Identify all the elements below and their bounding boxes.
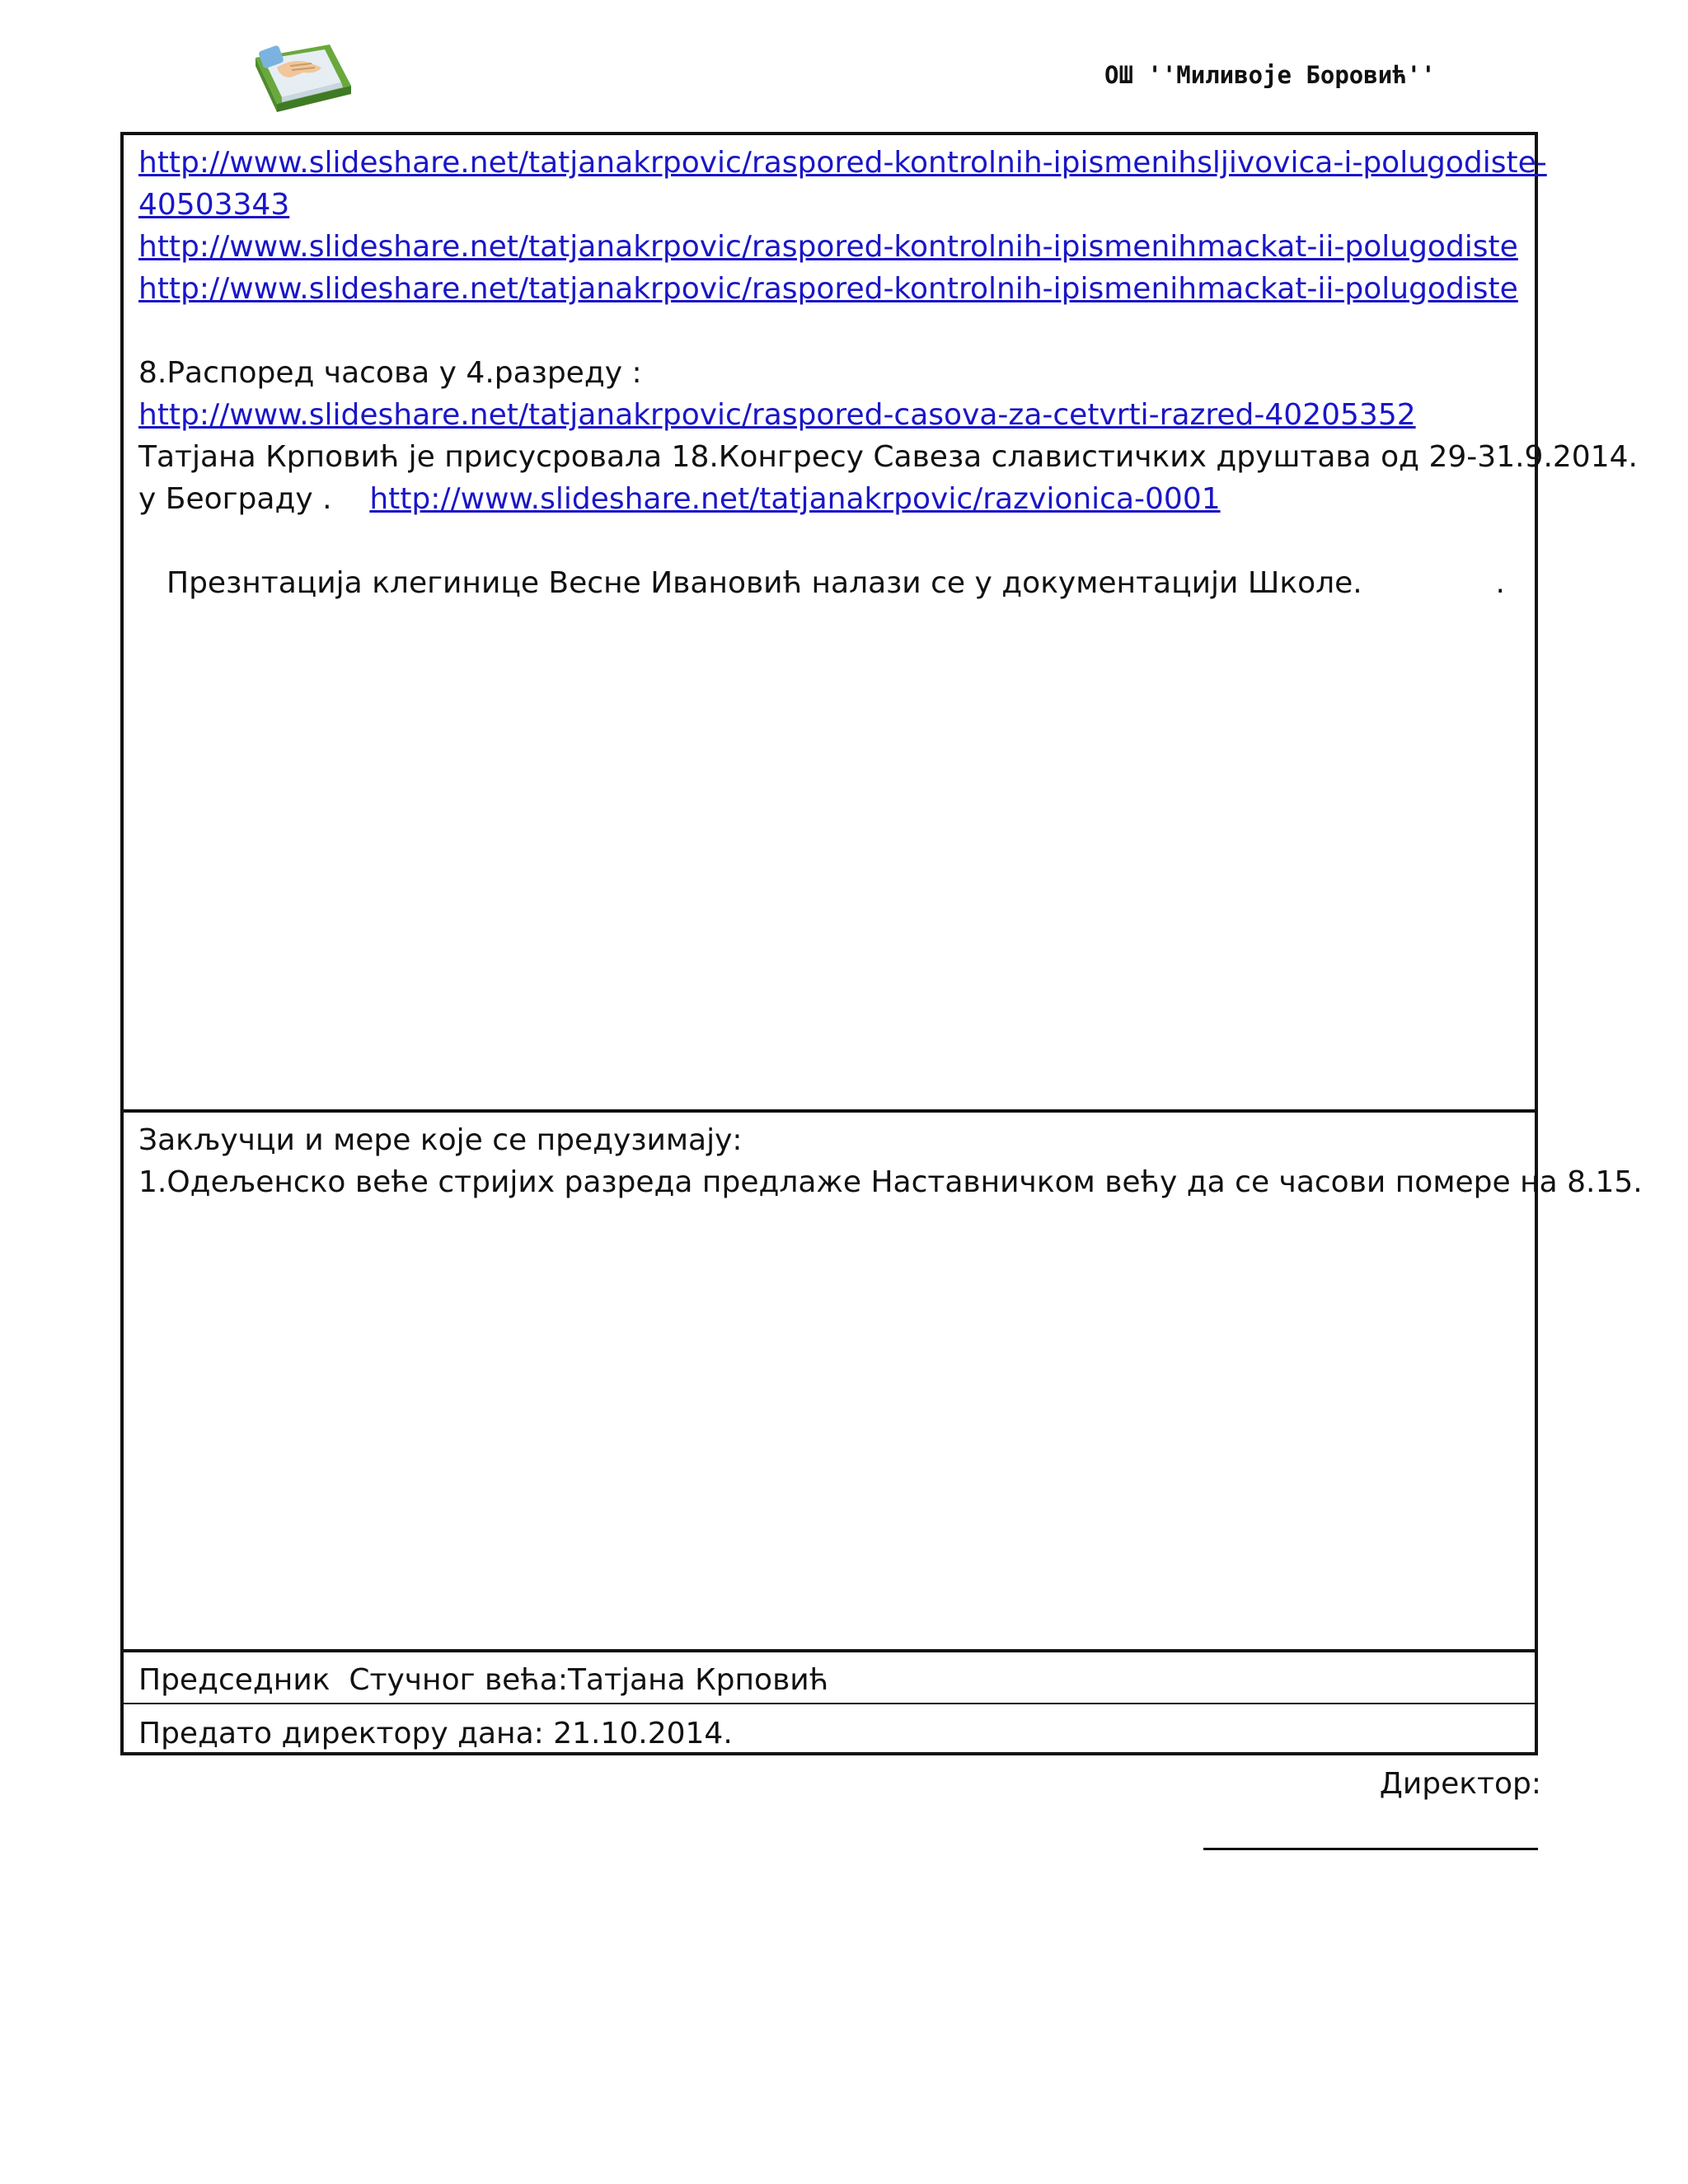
director-label: Директор: — [1379, 1767, 1541, 1801]
link-fourth-grade-timetable[interactable]: http://www.slideshare.net/tatjanakrpovic/raspored-casova-za-cetvrti-razred-40205352 — [138, 398, 1416, 432]
submitted-row — [124, 1704, 1535, 1755]
conclusion-item-1: 1.Одељенско веће стријих разреда предлаже Наставничком већу да се часови помере на 8.15. — [138, 1165, 1643, 1199]
book-hand-icon — [244, 25, 359, 124]
submitted-line: Предато директору дана: 21.10.2014. — [138, 1717, 733, 1750]
congress-text: Татјана Крповић је присусровала 18.Конгресу Савеза славистичких друштава од 29-31.9.2014. — [138, 440, 1638, 474]
link-mackat-schedule-duplicate[interactable]: http://www.slideshare.net/tatjanakrpovic/raspored-kontrolnih-ipismenihmackat-ii-polugodiste — [138, 272, 1518, 306]
item-8-label: 8.Распоред часова у 4.разреду : — [138, 356, 642, 390]
meeting-body-section — [124, 135, 1638, 1113]
minutes-table — [120, 132, 1643, 1755]
link-razvionica[interactable]: http://www.slideshare.net/tatjanakrpovic/razvionica-0001 — [369, 482, 1221, 516]
conclusions-heading: Закључци и мере које се предузимају: — [138, 1123, 743, 1157]
director-signature-line — [1203, 1848, 1538, 1850]
presentation-note: Презнтација клегинице Весне Ивановић налази се у документацији Школе. — [166, 566, 1362, 600]
link-sljivovica-schedule[interactable]: http://www.slideshare.net/tatjanakrpovic/raspored-kontrolnih-ipismenihsljivovica-i-polugodiste- — [138, 146, 1547, 180]
congress-text-city: у Београду . — [138, 482, 332, 516]
president-line: Председник Стучног већа:Татјана Крповић — [138, 1663, 829, 1697]
conclusions-section — [124, 1113, 1643, 1652]
link-sljivovica-schedule-cont[interactable]: 40503343 — [138, 188, 290, 222]
trailing-dot: . — [1495, 566, 1505, 600]
link-mackat-schedule[interactable]: http://www.slideshare.net/tatjanakrpovic/raspored-kontrolnih-ipismenihmackat-ii-polugodiste — [138, 230, 1518, 264]
president-row — [124, 1652, 1535, 1704]
school-name: ОШ ''Миливоје Боровић'' — [1104, 61, 1436, 89]
